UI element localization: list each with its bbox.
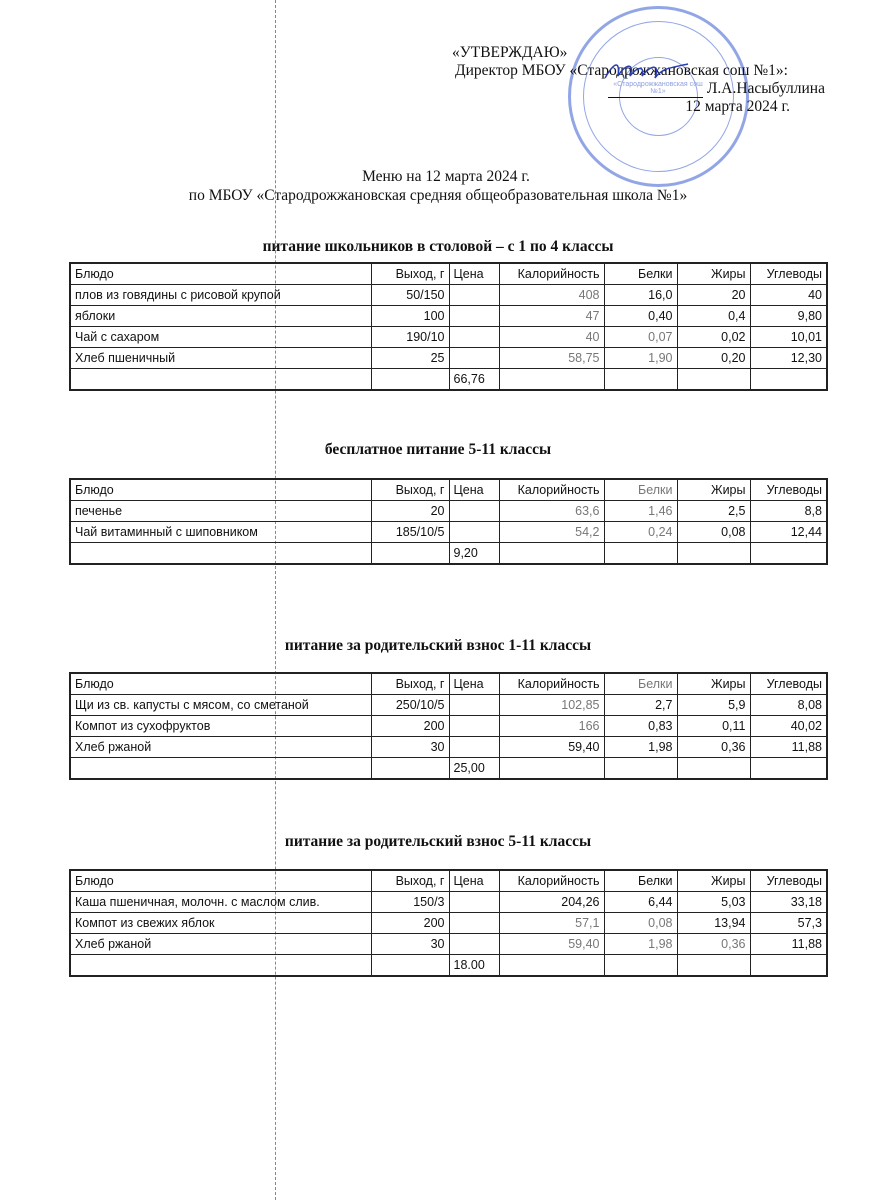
proteins: 0,24: [604, 522, 677, 543]
dish-name: яблоки: [70, 306, 371, 327]
section-title: питание школьников в столовой – с 1 по 4 классы: [262, 238, 614, 255]
price: [449, 285, 499, 306]
fats: 13,94: [677, 913, 750, 934]
section-title: бесплатное питание 5-11 классы: [324, 441, 552, 458]
carbs: 8,08: [750, 695, 827, 716]
portion: 150/3: [371, 892, 449, 913]
document-title: [0, 167, 876, 205]
empty-cell: [70, 955, 371, 977]
column-header: Выход, г: [371, 479, 449, 501]
column-header: Цена: [449, 479, 499, 501]
table-row: [70, 737, 827, 758]
fats: 20: [677, 285, 750, 306]
fats: 0,11: [677, 716, 750, 737]
empty-cell: [499, 369, 604, 391]
dish-name: Хлеб ржаной: [70, 737, 371, 758]
dish-name: Чай с сахаром: [70, 327, 371, 348]
empty-cell: [499, 758, 604, 780]
column-header: Жиры: [677, 673, 750, 695]
table-row: [70, 522, 827, 543]
fats: 0,36: [677, 737, 750, 758]
calories: 54,2: [499, 522, 604, 543]
approval-header: «УТВЕРЖДАЮ»: [452, 44, 568, 61]
portion: 200: [371, 716, 449, 737]
empty-cell: [70, 758, 371, 780]
total-price: 25,00: [449, 758, 499, 780]
table-row: [70, 913, 827, 934]
price: [449, 327, 499, 348]
proteins: 2,7: [604, 695, 677, 716]
fats: 2,5: [677, 501, 750, 522]
dish-name: Компот из свежих яблок: [70, 913, 371, 934]
price: [449, 737, 499, 758]
fats: 0,02: [677, 327, 750, 348]
empty-cell: [750, 369, 827, 391]
empty-cell: [371, 543, 449, 565]
stamp-text: «Стародрожжановская сош №1»: [613, 81, 703, 95]
portion: 20: [371, 501, 449, 522]
column-header: Калорийность: [499, 263, 604, 285]
column-header: Цена: [449, 870, 499, 892]
empty-cell: [677, 543, 750, 565]
dish-name: Компот из сухофруктов: [70, 716, 371, 737]
approval-position: Директор МБОУ «Стародрожжановская сош №1»:: [455, 62, 788, 79]
carbs: 10,01: [750, 327, 827, 348]
portion: 100: [371, 306, 449, 327]
empty-cell: [70, 369, 371, 391]
empty-cell: [371, 955, 449, 977]
menu-table: [69, 262, 828, 391]
carbs: 33,18: [750, 892, 827, 913]
calories: 204,26: [499, 892, 604, 913]
carbs: 11,88: [750, 737, 827, 758]
price: [449, 348, 499, 369]
fats: 5,03: [677, 892, 750, 913]
proteins: 16,0: [604, 285, 677, 306]
proteins: 0,40: [604, 306, 677, 327]
proteins: 0,08: [604, 913, 677, 934]
empty-cell: [604, 955, 677, 977]
column-header: Белки: [604, 673, 677, 695]
empty-cell: [499, 543, 604, 565]
section-title: питание за родительский взнос 5-11 классы: [284, 833, 592, 850]
carbs: 8,8: [750, 501, 827, 522]
fats: 0,36: [677, 934, 750, 955]
portion: 200: [371, 913, 449, 934]
column-header: Цена: [449, 673, 499, 695]
dish-name: плов из говядины с рисовой крупой: [70, 285, 371, 306]
dish-name: Чай витаминный с шиповником: [70, 522, 371, 543]
proteins: 0,07: [604, 327, 677, 348]
carbs: 11,88: [750, 934, 827, 955]
column-header: Выход, г: [371, 673, 449, 695]
column-header: Углеводы: [750, 263, 827, 285]
proteins: 1,98: [604, 737, 677, 758]
empty-cell: [499, 955, 604, 977]
proteins: 1,46: [604, 501, 677, 522]
calories: 40: [499, 327, 604, 348]
proteins: 1,90: [604, 348, 677, 369]
empty-cell: [750, 955, 827, 977]
empty-cell: [371, 369, 449, 391]
price: [449, 913, 499, 934]
total-row: [70, 955, 827, 977]
table-header-row: [70, 263, 827, 285]
column-header: Выход, г: [371, 870, 449, 892]
total-row: [70, 543, 827, 565]
proteins: 1,98: [604, 934, 677, 955]
column-header: Углеводы: [750, 673, 827, 695]
portion: 190/10: [371, 327, 449, 348]
fats: 0,20: [677, 348, 750, 369]
calories: 166: [499, 716, 604, 737]
table-header-row: [70, 870, 827, 892]
calories: 63,6: [499, 501, 604, 522]
carbs: 12,30: [750, 348, 827, 369]
table-row: [70, 306, 827, 327]
column-header: Белки: [604, 479, 677, 501]
proteins: 6,44: [604, 892, 677, 913]
table-row: [70, 348, 827, 369]
table-row: [70, 285, 827, 306]
table-row: [70, 716, 827, 737]
total-row: [70, 369, 827, 391]
carbs: 12,44: [750, 522, 827, 543]
title-line-1: Меню на 12 марта 2024 г.: [362, 168, 530, 185]
portion: 30: [371, 934, 449, 955]
empty-cell: [677, 369, 750, 391]
column-header: Цена: [449, 263, 499, 285]
calories: 57,1: [499, 913, 604, 934]
portion: 250/10/5: [371, 695, 449, 716]
calories: 59,40: [499, 934, 604, 955]
price: [449, 695, 499, 716]
approval-name: Л.А.Насыбуллина: [706, 80, 825, 97]
dish-name: Каша пшеничная, молочн. с маслом слив.: [70, 892, 371, 913]
column-header: Выход, г: [371, 263, 449, 285]
table-row: [70, 892, 827, 913]
empty-cell: [750, 758, 827, 780]
total-price: 18.00: [449, 955, 499, 977]
price: [449, 892, 499, 913]
empty-cell: [677, 955, 750, 977]
column-header: Белки: [604, 870, 677, 892]
column-header: Калорийность: [499, 479, 604, 501]
carbs: 57,3: [750, 913, 827, 934]
empty-cell: [604, 543, 677, 565]
column-header: Блюдо: [70, 263, 371, 285]
column-header: Белки: [604, 263, 677, 285]
dish-name: печенье: [70, 501, 371, 522]
table-row: [70, 501, 827, 522]
calories: 58,75: [499, 348, 604, 369]
fats: 0,4: [677, 306, 750, 327]
carbs: 9,80: [750, 306, 827, 327]
column-header: Калорийность: [499, 870, 604, 892]
fats: 0,08: [677, 522, 750, 543]
carbs: 40: [750, 285, 827, 306]
total-price: 9,20: [449, 543, 499, 565]
column-header: Жиры: [677, 870, 750, 892]
column-header: Жиры: [677, 479, 750, 501]
carbs: 40,02: [750, 716, 827, 737]
empty-cell: [70, 543, 371, 565]
calories: 102,85: [499, 695, 604, 716]
signature-icon: [600, 56, 690, 86]
empty-cell: [604, 758, 677, 780]
table-row: [70, 695, 827, 716]
column-header: Блюдо: [70, 870, 371, 892]
table-header-row: [70, 479, 827, 501]
column-header: Калорийность: [499, 673, 604, 695]
column-header: Жиры: [677, 263, 750, 285]
table-header-row: [70, 673, 827, 695]
table-row: [70, 327, 827, 348]
price: [449, 522, 499, 543]
proteins: 0,83: [604, 716, 677, 737]
calories: 408: [499, 285, 604, 306]
price: [449, 934, 499, 955]
dish-name: Хлеб пшеничный: [70, 348, 371, 369]
dish-name: Щи из св. капусты с мясом, со сметаной: [70, 695, 371, 716]
calories: 59,40: [499, 737, 604, 758]
empty-cell: [750, 543, 827, 565]
empty-cell: [677, 758, 750, 780]
column-header: Углеводы: [750, 870, 827, 892]
column-header: Блюдо: [70, 673, 371, 695]
portion: 50/150: [371, 285, 449, 306]
portion: 185/10/5: [371, 522, 449, 543]
column-header: Блюдо: [70, 479, 371, 501]
portion: 25: [371, 348, 449, 369]
empty-cell: [604, 369, 677, 391]
total-price: 66,76: [449, 369, 499, 391]
portion: 30: [371, 737, 449, 758]
price: [449, 306, 499, 327]
menu-table: [69, 869, 828, 977]
fats: 5,9: [677, 695, 750, 716]
dish-name: Хлеб ржаной: [70, 934, 371, 955]
approval-date: 12 марта 2024 г.: [685, 98, 790, 115]
price: [449, 501, 499, 522]
section-title: питание за родительский взнос 1-11 классы: [284, 637, 592, 654]
title-line-2: по МБОУ «Стародрожжановская средняя общеобразовательная школа №1»: [188, 187, 688, 204]
empty-cell: [371, 758, 449, 780]
column-header: Углеводы: [750, 479, 827, 501]
menu-table: [69, 672, 828, 780]
total-row: [70, 758, 827, 780]
table-row: [70, 934, 827, 955]
calories: 47: [499, 306, 604, 327]
price: [449, 716, 499, 737]
menu-table: [69, 478, 828, 565]
